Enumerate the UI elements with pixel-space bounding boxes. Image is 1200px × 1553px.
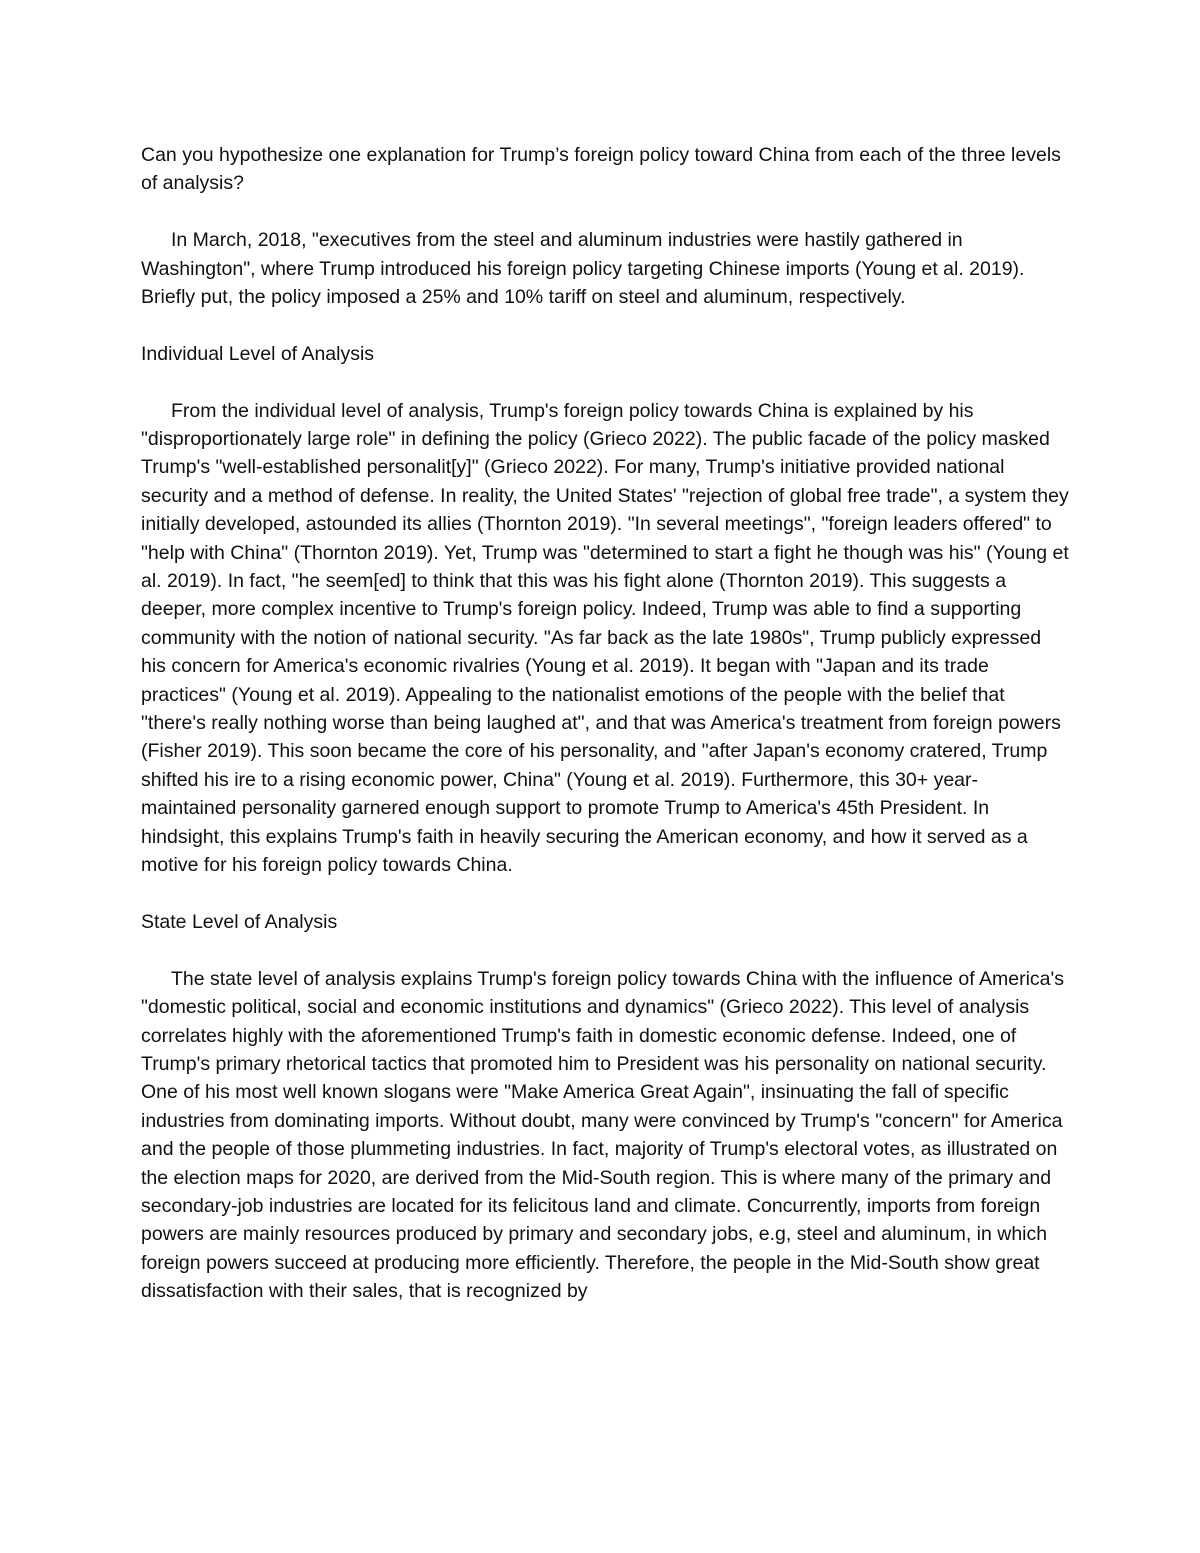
section-body-state: The state level of analysis explains Trump's foreign policy towards China with the influence of America's "domestic political, social and economic institutions and dynamics" (Grieco 2022). This level of analysis correlates highly with the aforementioned Trump's faith in domestic economic defense. Indeed, one of Trump's primary rhetorical tactics that promoted him to President was his personality on national security. One of his most well known slogans were "Make America Great Again", insinuating the fall of specific industries from dominating imports. Without doubt, many were convinced by Trump's "concern" for America and the people of those plummeting industries. In fact, majority of Trump's electoral votes, as illustrated on the election maps for 2020, are derived from the Mid-South region. This is where many of the primary and secondary-job industries are located for its felicitous land and climate. Concurrently, imports from foreign powers are mainly resources produced by primary and secondary jobs, e.g, steel and aluminum, in which foreign powers succeed at producing more efficiently. Therefore, the people in the Mid-South show great dissatisfaction with their sales, that is recognized by [141, 967, 1070, 1303]
question-paragraph: Can you hypothesize one explanation for Trump’s foreign policy toward China from each of the three levels of analysis? [141, 144, 1067, 195]
document-body [141, 141, 1075, 1306]
section-body-individual: From the individual level of analysis, Trump's foreign policy towards China is explained by his "disproportionately large role" in defining the policy (Grieco 2022). The public facade of the policy masked Trump's "well-established personalit[y]" (Grieco 2022). For many, Trump's initiative provided national security and a method of defense. In reality, the United States' "rejection of global free trade", a system they initially developed, astounded its allies (Thornton 2019). "In several meetings", "foreign leaders offered" to "help with China" (Thornton 2019). Yet, Trump was "determined to start a fight he though was his" (Young et al. 2019). In fact, "he seem[ed] to think that this was his fight alone (Thornton 2019). This suggests a deeper, more complex incentive to Trump's foreign policy. Indeed, Trump was able to find a supporting community with the notion of national security. "As far back as the late 1980s", Trump publicly expressed his concern for America's economic rivalries (Young et al. 2019). It began with "Japan and its trade practices" (Young et al. 2019). Appealing to the nationalist emotions of the people with the belief that "there's really nothing worse than being laughed at", and that was America's treatment from foreign powers (Fisher 2019). This soon became the core of his personality, and "after Japan's economy cratered, Trump shifted his ire to a rising economic power, China" (Young et al. 2019). Furthermore, this 30+ year-maintained personality garnered enough support to promote Trump to America's 45th President. In hindsight, this explains Trump's faith in heavily securing the American economy, and how it served as a motive for his foreign policy towards China. [141, 399, 1075, 877]
section-heading-state: State Level of Analysis [141, 910, 338, 933]
section-heading-individual: Individual Level of Analysis [141, 342, 375, 365]
intro-paragraph: In March, 2018, "executives from the steel and aluminum industries were hastily gathered in Washington", where Trump introduced his foreign policy targeting Chinese imports (Young et al. 2019). Briefly put, the policy imposed a 25% and 10% tariff on steel and aluminum, respectively. [141, 229, 1030, 309]
